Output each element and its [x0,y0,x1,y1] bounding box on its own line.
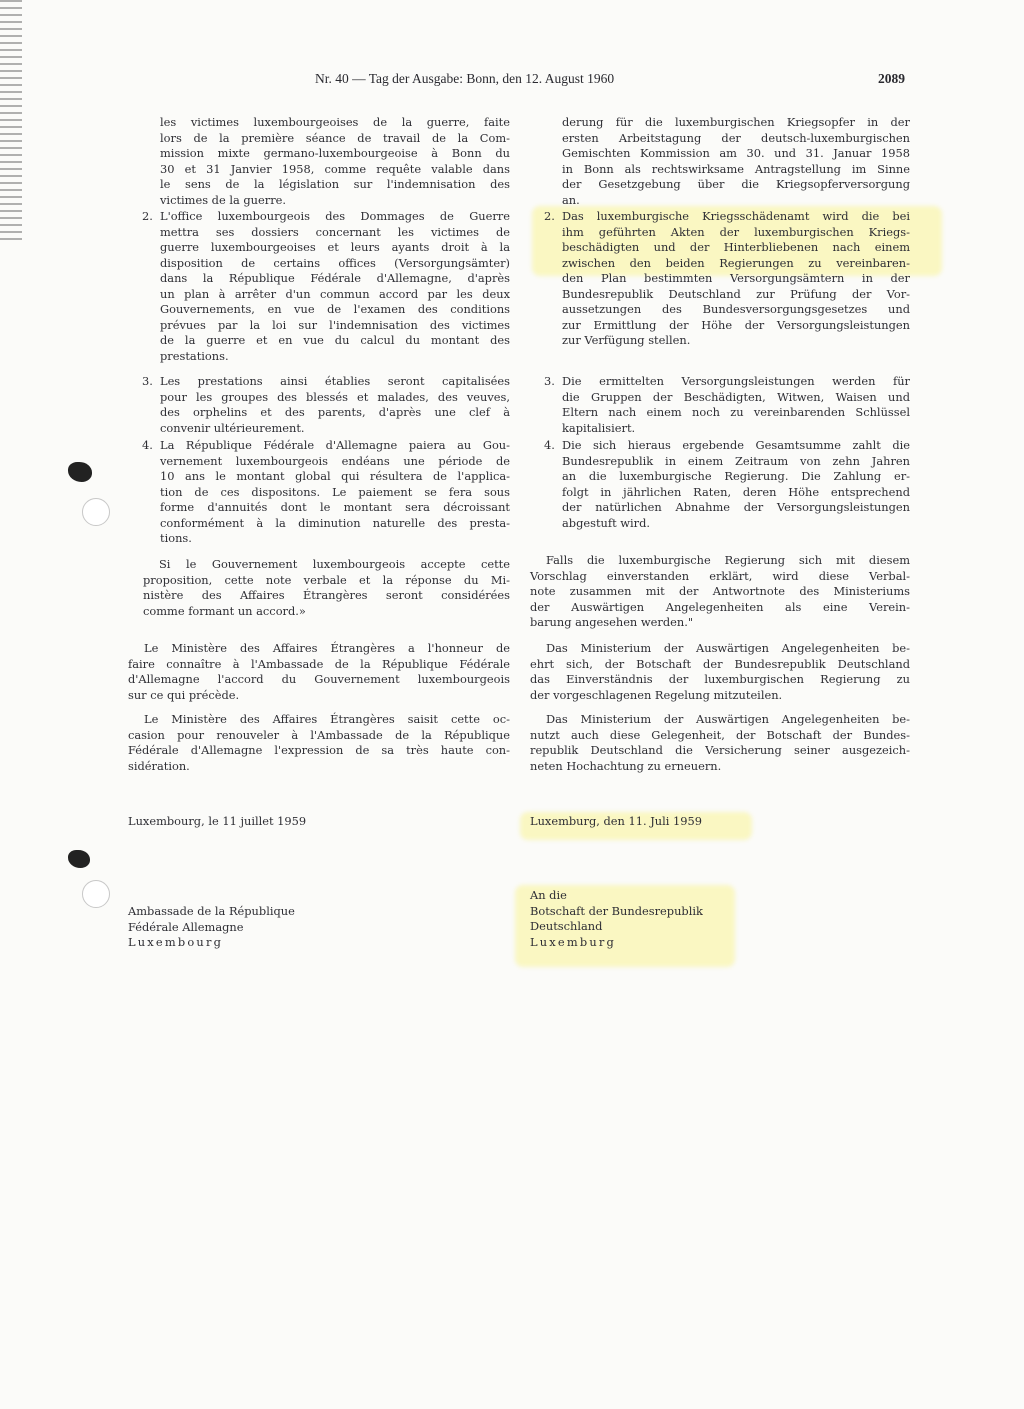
de-address-block [530,888,703,950]
text-line: aussetzungen des Bundesversorgungsgesetzes und [562,302,910,317]
text-line: conformément à la diminution naturelle des presta- [160,515,510,530]
de-item-4 [544,438,910,531]
text-line: sidération. [128,758,190,773]
text-line: Si le Gouvernement luxembourgeois accepte cette [159,557,510,571]
address-line: Fédérale Allemagne [128,919,244,934]
fr-item-3 [142,374,510,436]
address-line: Ambassade de la République [128,904,295,918]
text-line: disposition de certains offices (Versorgungsämter) [160,255,510,270]
text-line: Bundesrepublik in einem Zeitraum von zehn Jahren [562,453,910,468]
page-number: 2089 [878,71,905,86]
address-line: Deutschland [530,919,603,934]
item-number: 2. [142,209,153,223]
item-number: 4. [544,438,555,452]
text-line: barung angesehen werden." [530,615,694,630]
punch-hole [82,498,110,526]
de-paragraph-consent [530,641,910,703]
text-line: comme formant un accord.» [143,603,306,618]
fr-paragraph-intro [160,115,510,208]
text-line: guerre luxembourgeoises et leurs ayants droit à la [160,240,510,255]
text-line: convenir ultérieurement. [160,420,305,435]
text-line: mission mixte germano-luxembourgeoise à Bonn du [160,146,510,161]
de-paragraph-regards [530,712,910,774]
address-line: Luxembourg [128,935,224,950]
text-line: le sens de la législation sur l'indemnisation des [160,177,510,192]
text-line: de la guerre et en vue du calcul du montant des [160,333,510,348]
text-line: mettra ses dossiers concernant les victimes de [160,224,510,239]
text-line: proposition, cette note verbale et la réponse du Mi- [143,572,510,587]
text-line: den Plan bestimmten Versorgungsämtern in der [562,271,910,286]
item-number: 3. [142,374,153,388]
issue-header: Nr. 40 — Tag der Ausgabe: Bonn, den 12. August 1960 [315,71,615,86]
item-number: 3. [544,374,555,388]
scan-edge-noise [0,0,22,240]
address-line: Luxemburg [530,934,617,949]
text-line: kapitalisiert. [562,420,636,435]
fr-paragraph-honneur [128,641,510,703]
text-line: Gouvernements, en vue de l'examen des conditions [160,302,510,317]
text-line: ersten Arbeitstagung der deutsch-luxemburgischen [562,130,910,145]
fr-item-4 [142,438,510,547]
text-line: prestations. [160,348,229,363]
text-line: beschädigten und der Hinterbliebenen nach einem [562,240,910,255]
text-line: vernement luxembourgeois endéans une période de [160,453,510,468]
text-line: un plan à arrêter d'un commun accord par les deux [160,286,510,301]
fr-paragraph-consideration [128,712,510,774]
text-line: ihm geführten Akten der luxemburgischen Kriegs- [562,224,910,239]
de-paragraph-proposal [530,553,910,631]
text-line: folgt in jährlichen Raten, deren Höhe entsprechend [562,484,910,499]
text-line: d'Allemagne l'accord du Gouvernement luxembourgeois [128,672,510,687]
de-item-3 [544,374,910,436]
text-line: der vorgeschlagenen Regelung mitzuteilen. [530,687,783,702]
text-line: des orphelins et des parents, d'après une clef à [160,405,510,420]
de-item-2 [544,209,910,349]
text-line: les victimes luxembourgeoises de la guerre, faite [160,115,510,129]
text-line: tions. [160,531,192,546]
text-line: derung für die luxemburgischen Kriegsopfer in der [562,115,910,129]
text-line: nistère des Affaires Étrangères seront considérées [143,588,510,603]
text-line: Falls die luxemburgische Regierung sich mit diesem [546,553,910,567]
text-line: faire connaître à l'Ambassade de la République Fédérale [128,656,510,671]
text-line: Vorschlag einverstanden erklärt, wird diese Verbal- [530,568,910,583]
text-line: prévues par la loi sur l'indemnisation des victimes [160,317,510,332]
text-line: zur Ermittlung der Höhe der Versorgungsleistungen [562,317,910,332]
text-line: Gemischten Kommission am 30. und 31. Januar 1958 [562,146,910,161]
text-line: der Gesetzgebung über die Kriegsopferversorgung [562,177,910,192]
text-line: zur Verfügung stellen. [562,333,691,348]
text-line: Le Ministère des Affaires Étrangères a l'honneur de [144,641,510,655]
ink-blot [68,462,92,482]
text-line: La République Fédérale d'Allemagne paiera au Gou- [160,438,510,452]
text-line: Das Ministerium der Auswärtigen Angelegenheiten be- [546,641,910,655]
text-line: casion pour renouveler à l'Ambassade de la République [128,727,510,742]
text-line: Le Ministère des Affaires Étrangères saisit cette oc- [144,712,510,726]
text-line: neten Hochachtung zu erneuern. [530,758,722,773]
text-line: an die luxemburgische Regierung. Die Zahlung er- [562,469,910,484]
text-line: sur ce qui précède. [128,687,240,702]
address-line: Botschaft der Bundesrepublik [530,903,703,918]
text-line: dans la République Fédérale d'Allemagne, d'après [160,271,510,286]
text-line: ehrt sich, der Botschaft der Bundesrepublik Deutschland [530,656,910,671]
text-line: der natürlichen Abnahme der Versorgungsleistungen [562,500,910,515]
text-line: Die sich hieraus ergebende Gesamtsumme zahlt die [562,438,910,452]
text-line: Das luxemburgische Kriegsschädenamt wird die bei [562,209,910,223]
text-line: note zusammen mit der Antwortnote des Ministeriums [530,584,910,599]
de-paragraph-intro [562,115,910,208]
text-line: in Bonn als rechtswirksame Antragstellung im Sinne [562,161,910,176]
item-number: 4. [142,438,153,452]
item-number: 2. [544,209,555,223]
text-line: 10 ans le montant global qui résultera de l'applica- [160,469,510,484]
fr-item-2 [142,209,510,364]
fr-address-block [128,904,295,951]
text-line: tion de ces dispositons. Le paiement se fera sous [160,484,510,499]
text-line: nutzt auch diese Gelegenheit, der Botschaft der Bundes- [530,727,910,742]
text-line: Fédérale d'Allemagne l'expression de sa très haute con- [128,743,510,758]
text-line: victimes de la guerre. [160,192,287,207]
text-line: abgestuft wird. [562,515,651,530]
text-line: Les prestations ainsi établies seront capitalisées [160,374,510,388]
text-line: forme d'annuités dont le montant sera décroissant [160,500,510,515]
text-line: Das Ministerium der Auswärtigen Angelegenheiten be- [546,712,910,726]
text-line: L'office luxembourgeois des Dommages de Guerre [160,209,510,223]
text-line: das Einverständnis der luxemburgischen Regierung zu [530,672,910,687]
text-line: der Auswärtigen Angelegenheiten als eine Verein- [530,599,910,614]
address-line: An die [530,888,567,902]
text-line: die Gruppen der Beschädigten, Witwen, Waisen und [562,389,910,404]
text-line: Bundesrepublik Deutschland zur Prüfung der Vor- [562,286,910,301]
text-line: republik Deutschland die Versicherung seiner ausgezeich- [530,743,910,758]
de-date-line: Luxemburg, den 11. Juli 1959 [530,814,702,828]
text-line: 30 et 31 Janvier 1958, comme requête valable dans [160,161,510,176]
ink-blot [68,850,90,868]
text-line: zwischen den beiden Regierungen zu vereinbaren- [562,255,910,270]
text-line: pour les groupes des blessés et malades, des veuves, [160,389,510,404]
text-line: lors de la première séance de travail de la Com- [160,130,510,145]
text-line: Die ermittelten Versorgungsleistungen werden für [562,374,910,388]
punch-hole [82,880,110,908]
text-line: an. [562,192,580,207]
text-line: Eltern nach einem noch zu vereinbarenden Schlüssel [562,405,910,420]
fr-date-line: Luxembourg, le 11 juillet 1959 [128,814,307,828]
fr-paragraph-acceptance [143,557,510,619]
